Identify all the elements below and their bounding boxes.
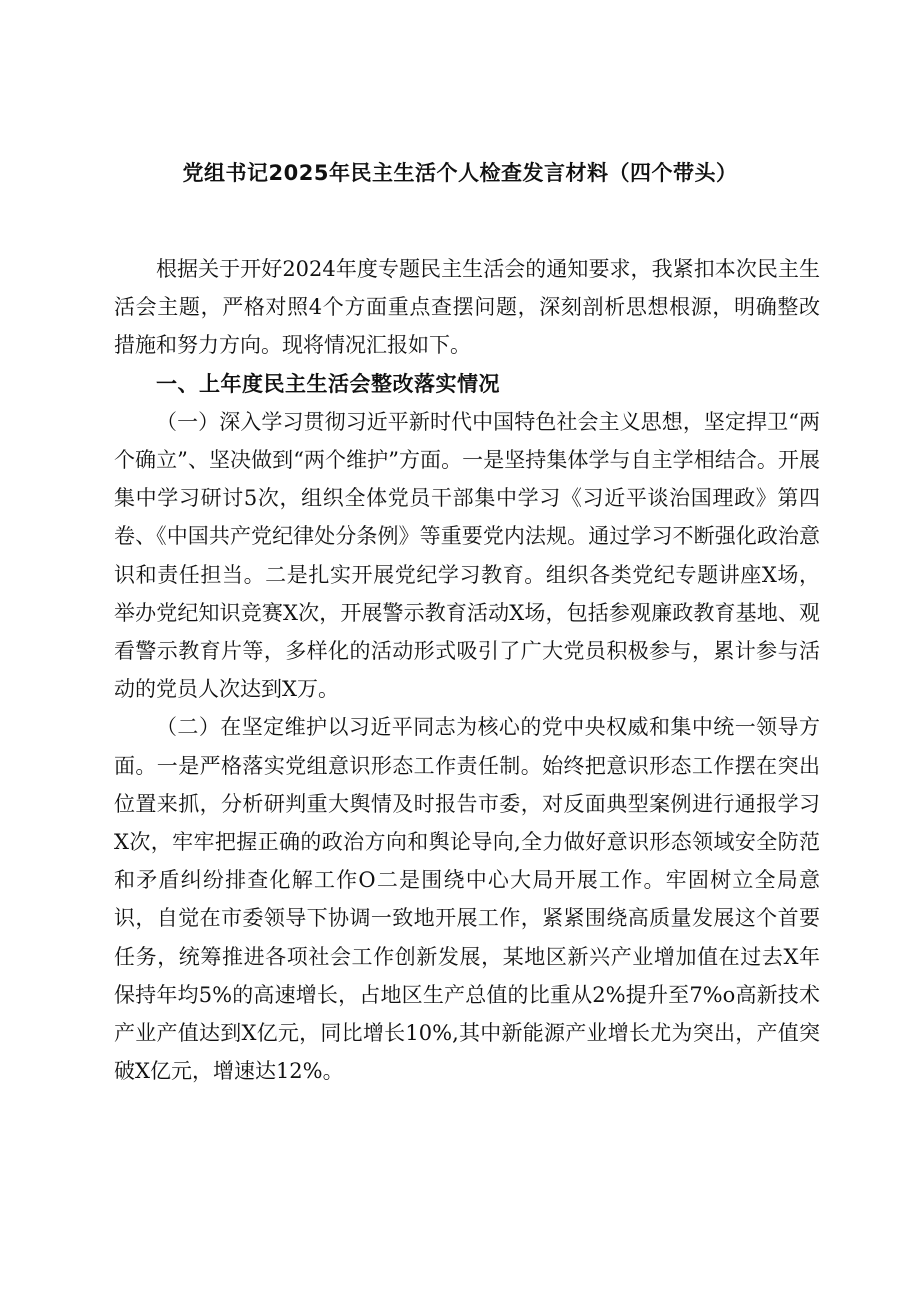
section-heading: 一、上年度民主生活会整改落实情况: [156, 371, 500, 396]
intro-paragraph: 根据关于开好2024年度专题民主生活会的通知要求，我紧扣本次民主生活会主题，严格对照4个方面重点查摆问题，深刻剖析思想根源，明确整改措施和努力方向。现将情况汇报如下。: [114, 257, 820, 358]
document-title: 党组书记2025年民主生活个人检查发言材料（四个带头）: [182, 161, 738, 185]
body-paragraph-2: （二）在坚定维护以习近平同志为核心的党中央权威和集中统一领导方面。一是严格落实党组意识形态工作责任制。始终把意识形态工作摆在突出位置来抓，分析研判重大舆情及时报告市委，对反面典型案例进行通报学习X次，牢牢把握正确的政治方向和舆论导向,全力做好意识形态领域安全防范和矛盾纠纷排查化解工作O二是围绕中心大局开展工作。牢固树立全局意识，自觉在市委领导下协调一致地开展工作，紧紧围绕高质量发展这个首要任务，统筹推进各项社会工作创新发展，某地区新兴产业增加值在过去X年保持年均5%的高速增长，占地区生产总值的比重从2%提升至7%o高新技术产业产值达到X亿元，同比增长10%,其中新能源产业增长尤为突出，产值突破X亿元，增速达12%。: [114, 715, 820, 1084]
body-paragraph-1: （一）深入学习贯彻习近平新时代中国特色社会主义思想，坚定捍卫“两个确立”、坚决做到“两个维护”方面。一是坚持集体学与自主学相结合。开展集中学习研讨5次，组织全体党员干部集中学习《习近平谈治国理政》第四卷、《中国共产党纪律处分条例》等重要党内法规。通过学习不断强化政治意识和责任担当。二是扎实开展党纪学习教育。组织各类党纪专题讲座X场，举办党纪知识竞赛X次，开展警示教育活动X场，包括参观廉政教育基地、观看警示教育片等，多样化的活动形式吸引了广大党员积极参与，累计参与活动的党员人次达到X万。: [114, 409, 820, 702]
document-body: [114, 250, 820, 1090]
